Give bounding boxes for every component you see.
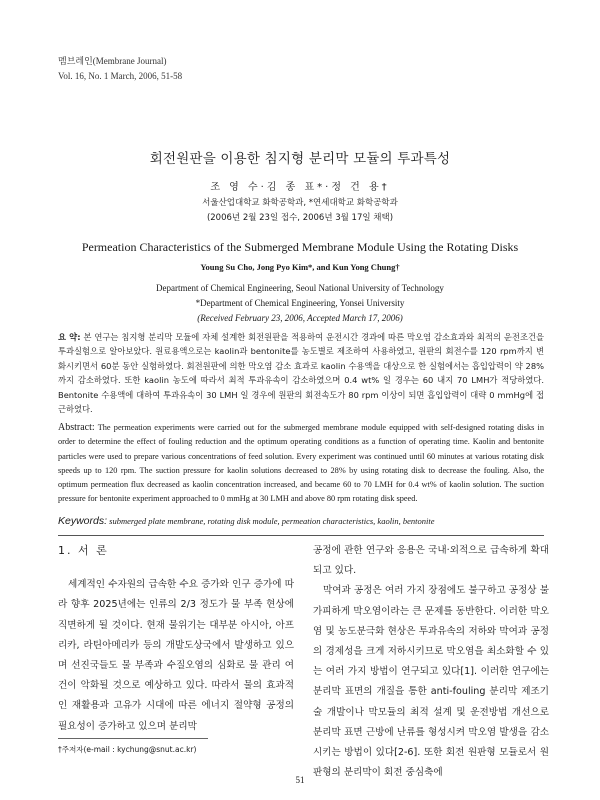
section-title-introduction: 1. 서 론	[58, 544, 109, 557]
received-english: (Received February 23, 2006, Accepted March 17, 2006)	[197, 313, 403, 323]
right-column	[313, 541, 549, 783]
authors-english: Young Su Cho, Jong Pyo Kim*, and Kun Yong Chung†	[200, 262, 400, 272]
affiliation-korean-block	[0, 196, 600, 226]
journal-header	[58, 54, 182, 84]
body-paragraph: 막여과 공정은 여러 가지 장점에도 불구하고 공정상 불가피하게 막오염이라는 큰 문제를 동반한다. 이러한 막오염 및 농도분극화 현상은 투과유속의 저하와 막여과 공정의 경제성을 크게 저하시키므로 막오염을 최소화할 수 있는 여러 가지 방법이 연구되고 있다[1]. 이러한 연구에는 분리막 표면의 개질을 통한 anti-fouling 분리막 제조기술 개발이나 막모듈의 최적 설계 및 운전방법 개선으로 분리막 표면 근방에 난류를 형성시켜 막오염 발생을 감소시키는 방법이 있다[2-6]. 또한 회전 원판형 모듈로서 원판형의 분리막이 회전 중심축에	[313, 585, 549, 779]
journal-volume: Vol. 16, No. 1 March, 2006, 51-58	[58, 71, 183, 81]
keywords-label: Keywords:	[58, 515, 108, 527]
left-column	[58, 541, 294, 737]
title-korean: 회전원판을 이용한 침지형 분리막 모듈의 투과특성	[149, 151, 451, 167]
received-korean: (2006년 2월 23일 접수, 2006년 3월 17일 채택)	[206, 213, 394, 223]
affiliation-english-1: Department of Chemical Engineering, Seoul National University of Technology	[156, 283, 444, 293]
title-english: Permeation Characteristics of the Submerged Membrane Module Using the Rotating Disks	[81, 240, 519, 254]
affiliation-english-2: *Department of Chemical Engineering, Yonsei University	[195, 298, 405, 308]
affiliation-korean: 서울산업대학교 화학공학과, *연세대학교 화학공학과	[202, 198, 398, 208]
body-paragraph: 세계적인 수자원의 급속한 수요 증가와 인구 증가에 따라 향후 2025년에는 인류의 2/3 정도가 물 부족 현상에 직면하게 될 것이다. 현재 물위기는 대부분 아시아, 아프리카, 라틴아메리카 등의 개발도상국에서 발생하고 있으며 선진국들도 물 부족과 수질오염의 심화로 물 관리 여건이 악화될 것으로 예상하고 있다. 따라서 물의 효과적인 재활용과 고유가 시대에 따른 에너지 절약형 공정의 필요성이 증가하고 있으며 분리막	[58, 579, 294, 732]
footnote-divider	[58, 738, 208, 739]
journal-name: 멤브레인(Membrane Journal)	[58, 56, 167, 66]
keywords-text: submerged plate membrane, rotating disk module, permeation characteristics, kaolin, bentonite	[109, 516, 435, 526]
keywords	[58, 515, 544, 527]
abstract-korean-text: 본 연구는 침지형 분리막 모듈에 자체 설계한 회전원판을 적용하여 운전시간 경과에 따른 막오염 감소효과와 최적의 운전조건을 투과실험으로 알아보았다. 원료용액으로는 kaolin과 bentonite를 농도별로 제조하여 사용하였고, 원판의 회전수를 120 rpm까지 변화시키면서 60분 동안 실험하였다. 회전원판에 의한 막오염 감소 효과로 kaolin 수용액을 대상으로 한 실험에서는 흡입압력이 약 28%까지 감소하였다. 또한 kaolin 농도에 따라서 최적 투과유속이 감소하였으며 0.4 wt% 일 경우는 60 내지 70 LMH가 적당하였다. Bentonite 수용액에 대하여 투과유속이 30 LMH 일 경우에 원판의 회전속도가 80 rpm 이상이 되면 흡입압력이 대략 0 mmHg에 접근하였다.	[58, 332, 544, 415]
page-number: 51	[295, 775, 305, 785]
footnote-corresponding-author: †주저자(e-mail : kychung@snut.ac.kr)	[58, 745, 197, 754]
abstract-english	[58, 421, 544, 507]
body-paragraph: 공정에 관한 연구와 응용은 국내·외적으로 급속하게 확대되고 있다.	[313, 545, 549, 577]
abstract-english-label: Abstract:	[58, 422, 95, 433]
abstract-english-text: The permeation experiments were carried out for the submerged membrane module equipped with self-designed rotating disks in order to determine the effect of fouling reduction and the optimum operating conditions as a function of operating time. Kaolin and bentonite particles were used to prepare various concentrations of feed solution. Every experiment was continued until 60 minutes at various rotating disk speeds up to 120 rpm. The suction pressure for kaolin solutions decreased to 28% by using rotating disk to decrease the fouling. Also, the optimum permeation flux decreased as kaolin concentration increased, and became 60 to 70 LMH for 0.4 wt% of kaolin solution. The suction pressure for bentonite experiment approached to 0 mmHg at 30 LMH and above 80 rpm rotating disk speed.	[58, 423, 544, 504]
abstract-korean	[58, 330, 544, 416]
authors-korean: 조 영 수·김 종 표*·정 건 용†	[210, 182, 390, 193]
section-divider	[58, 535, 544, 536]
abstract-korean-label: 요 약:	[58, 332, 81, 342]
affiliation-english-block	[0, 281, 600, 326]
